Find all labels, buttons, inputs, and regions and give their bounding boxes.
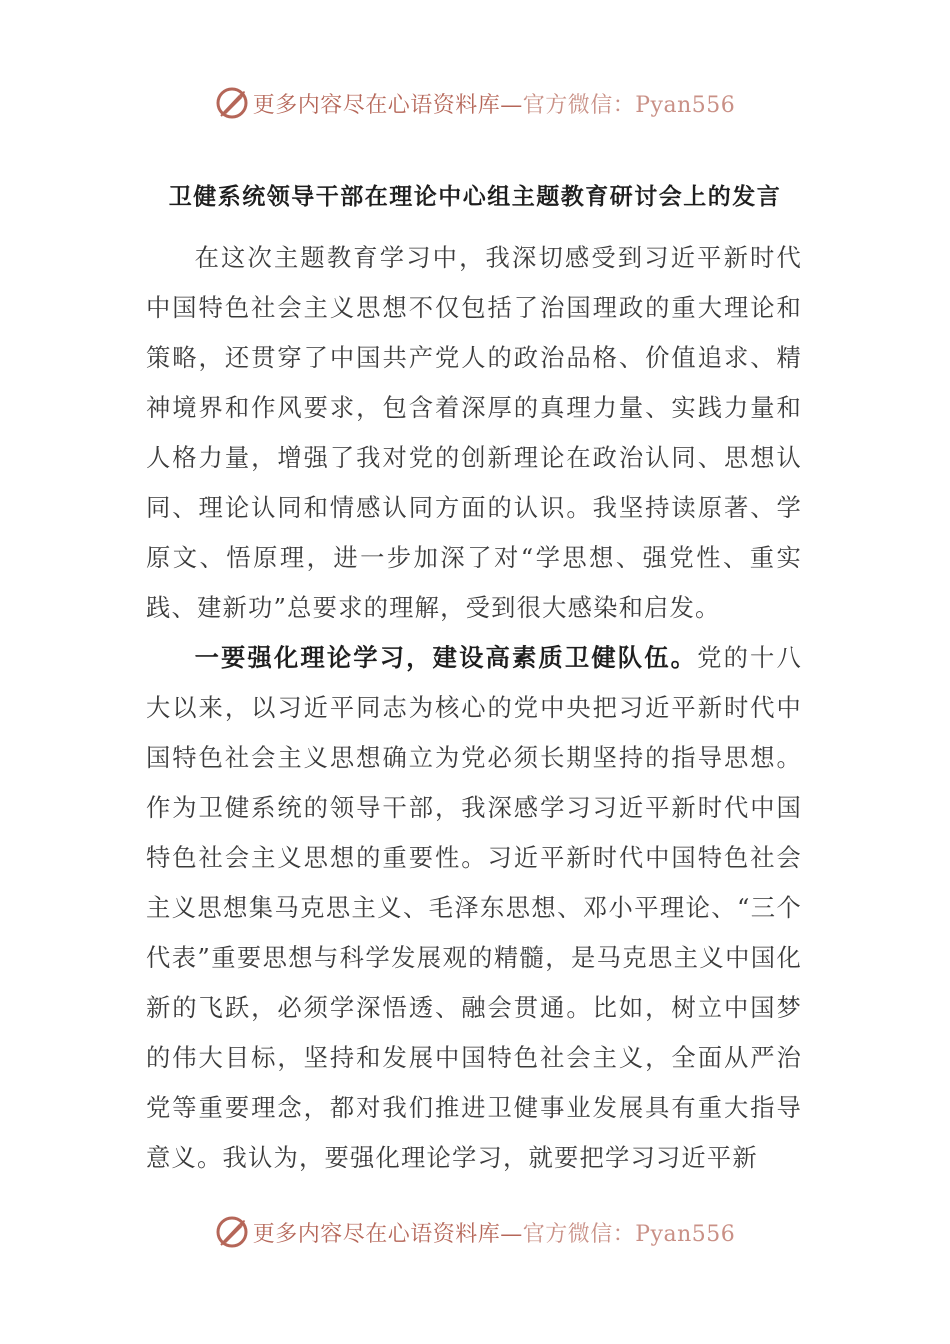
paragraph-text: 党的十八大以来，以习近平同志为核心的党中央把习近平新时代中国特色社会主义思想确立为党必须长期坚持的指导思想。作为卫健系统的领导干部，我深感学习习近平新时代中国特色社会主义思想的重要性。习近平新时代中国特色社会主义思想集马克思主义、毛泽东思想、邓小平理论、“三个代表”重要思想与科学发展观的精髓，是马克思主义中国化新的飞跃，必须学深悟透、融会贯通。比如，树立中国梦的伟大目标，坚持和发展中国特色社会主义，全面从严治党等重要理念，都对我们推进卫健事业发展具有重大指导意义。我认为，要强化理论学习，就要把学习习近平新 [146,643,802,1172]
paragraph-intro [146,233,802,633]
watermark-text [253,88,736,119]
watermark-brand: 更多内容尽在心语资料库— [252,1221,523,1247]
paragraph-text: 在这次主题教育学习中，我深切感受到习近平新时代中国特色社会主义思想不仅包括了治国理政的重大理论和策略，还贯穿了中国共产党人的政治品格、价值追求、精神境界和作风要求，包含着深厚的真理力量、实践力量和人格力量，增强了我对党的创新理论在政治认同、思想认同、理论认同和情感认同方面的认识。我坚持读原著、学原文、悟原理，进一步加深了对“学思想、强党性、重实践、建新功”总要求的理解，受到很大感染和启发。 [146,243,802,622]
watermark-footer [0,1212,950,1252]
watermark-wechat: 官方微信：Pyan556 [522,92,736,118]
quill-pen-icon [215,1215,249,1249]
paragraph-point-one [146,633,802,1183]
watermark-brand: 更多内容尽在心语资料库— [252,92,523,118]
document-body [146,233,802,1183]
quill-pen-icon [215,86,249,120]
watermark-text [253,1217,736,1248]
paragraph-heading: 一要强化理论学习，建设高素质卫健队伍。 [194,643,698,672]
watermark-header [0,83,950,123]
watermark-wechat: 官方微信：Pyan556 [522,1221,736,1247]
document-title: 卫健系统领导干部在理论中心组主题教育研讨会上的发言 [168,183,782,210]
